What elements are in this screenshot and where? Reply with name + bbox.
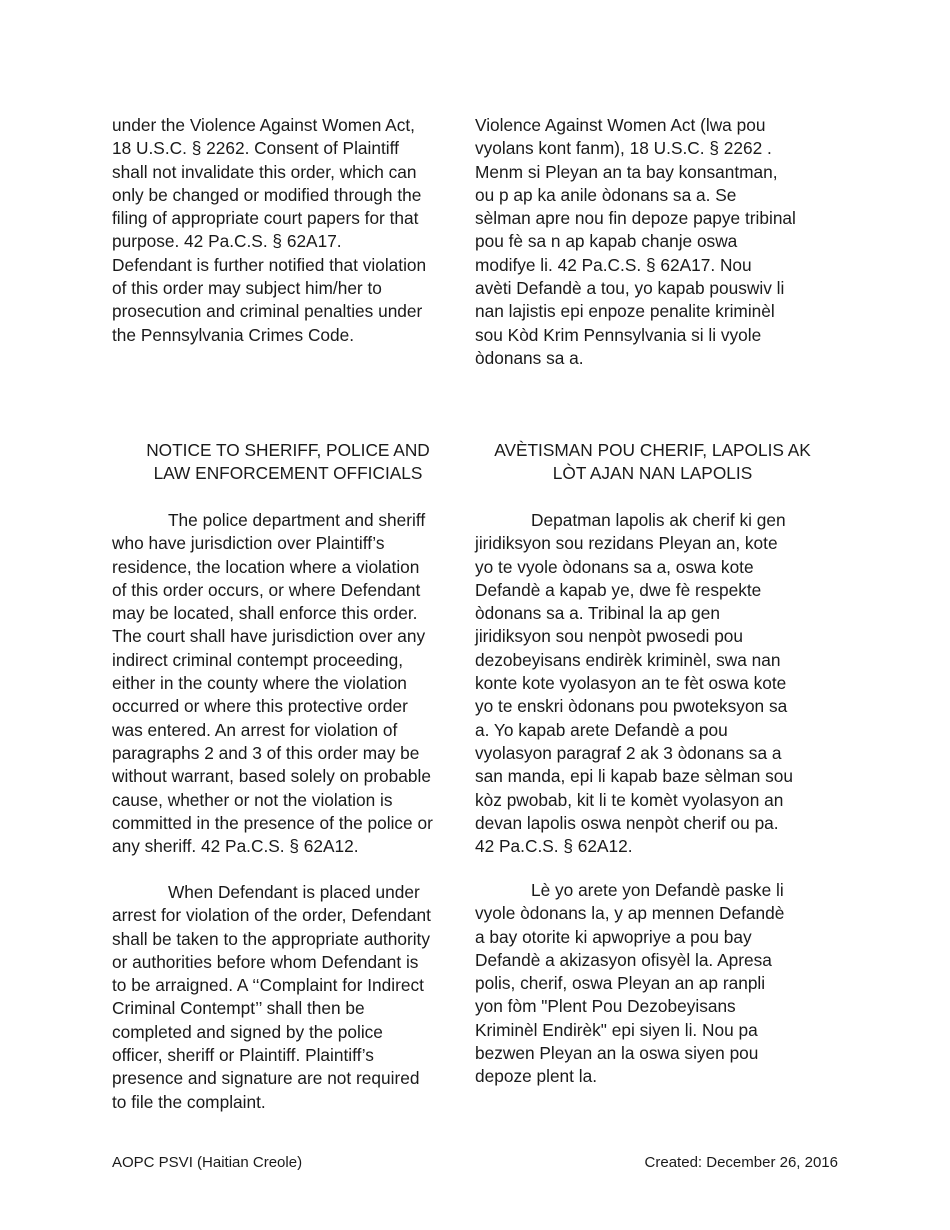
creole-arrest-paragraph: Lè yo arete yon Defandè paske li vyole òdonans la, y ap mennen Defandè a bay otorite ki apwopriye a pou bay Defandè a akizasyon ofisyèl la. Apresa polis, cherif, oswa Pleyan an ap ranpli yon fòm "Plent Pou Dezobeyisans Kriminèl Endirèk" epi siyen li. Nou pa bezwen Pleyan an la oswa siyen pou depoze plent la. — [475, 880, 785, 1087]
english-arrest-paragraph: When Defendant is placed under arrest for violation of the order, Defendant shall be taken to the appropriate authority or authorities before whom Defendant is to be arraigned. A ‘‘Complaint for Indirect Criminal Contempt’’ shall then be completed and signed by the police officer, sheriff or Plaintiff. Plaintiff’s presence and signature are not required to file the complaint. — [112, 882, 431, 1112]
creole-intro-text: Violence Against Women Act (lwa pou vyolans kont fanm), 18 U.S.C. § 2262 . Menm si Pleyan an ta bay konsantman, ou p ap ka anile òdonans sa a. Se sèlman apre nou fin depoze papye tribinal pou fè sa n ap kapab chanje oswa modifye li. 42 Pa.C.S. § 62A17. Nou avèti Defandè a tou, yo kapab pouswiv li nan lajistis epi enpoze penalite kriminèl sou Kòd Krim Pennsylvania si li vyole òdonans sa a. — [475, 115, 796, 368]
creole-notice-heading: AVÈTISMAN POU CHERIF, LAPOLIS AK LÒT AJAN NAN LAPOLIS — [494, 440, 811, 484]
footer-form-id: AOPC PSVI (Haitian Creole) — [112, 1154, 303, 1171]
creole-enforcement-paragraph: Depatman lapolis ak cherif ki gen jiridiksyon sou rezidans Pleyan an, kote yo te vyole òdonans sa a, oswa kote Defandè a kapab ye, dwe fè respekte òdonans sa a. Tribinal la ap gen jiridiksyon sou nenpòt pwosedi pou dezobeyisans endirèk kriminèl, swa nan konte kote vyolasyon an te fèt oswa kote yo te enskri òdonans pou pwoteksyon sa a. Yo kapab arete Defandè a pou vyolasyon paragraf 2 ak 3 òdonans sa a san manda, epi li kapab baze sèlman sou kòz pwobab, kit li te komèt vyolasyon an devan lapolis oswa nenpòt cherif ou pa. 42 Pa.C.S. § 62A12. — [475, 510, 793, 857]
english-enforcement-paragraph: The police department and sheriff who have jurisdiction over Plaintiff’s residence, the location where a violation of this order occurs, or where Defendant may be located, shall enforce this order. The court shall have jurisdiction over any indirect criminal contempt proceeding, either in the county where the violation occurred or where this protective order was entered. An arrest for violation of paragraphs 2 and 3 of this order may be without warrant, based solely on probable cause, whether or not the violation is committed in the presence of the police or any sheriff. 42 Pa.C.S. § 62A12. — [112, 510, 433, 857]
english-notice-heading: NOTICE TO SHERIFF, POLICE AND LAW ENFORCEMENT OFFICIALS — [146, 440, 430, 484]
footer-created-date: Created: December 26, 2016 — [644, 1154, 838, 1171]
english-intro-text: under the Violence Against Women Act, 18 U.S.C. § 2262. Consent of Plaintiff shall not invalidate this order, which can only be changed or modified through the filing of appropriate court papers for that purpose. 42 Pa.C.S. § 62A17. Defendant is further notified that violation of this order may subject him/her to prosecution and criminal penalties under the Pennsylvania Crimes Code. — [112, 115, 427, 345]
